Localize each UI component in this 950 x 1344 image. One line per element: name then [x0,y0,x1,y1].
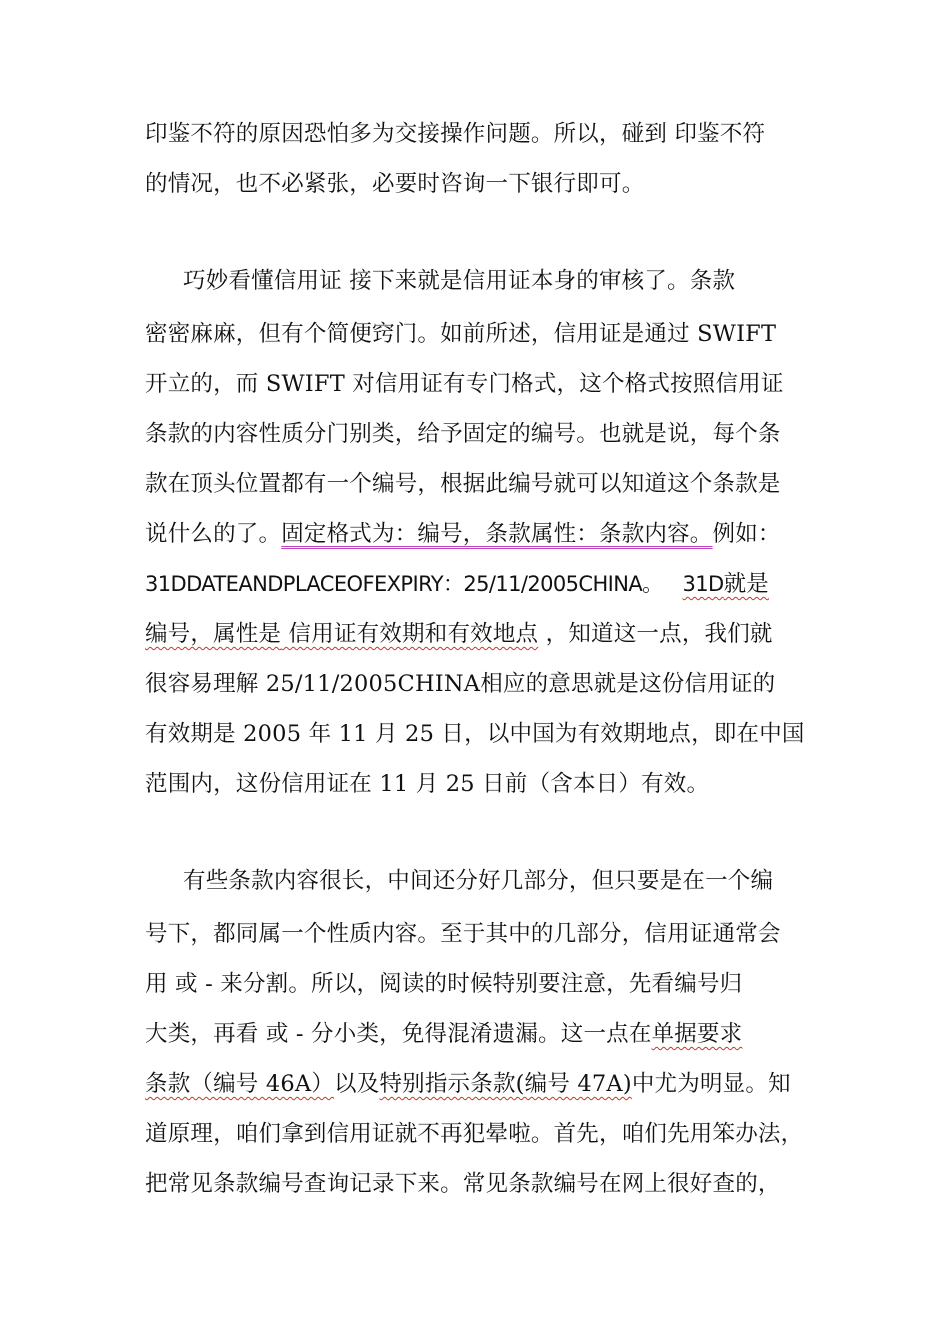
line-8-tail: ，知道这一点，我们就 [538,621,773,647]
paragraph-3-line-7: 把常见条款编号查询记录下来。常见条款编号在网上很好查的， [145,1171,781,1197]
validity-attribute: 信用证有效期和有效地点 [281,621,539,647]
line-8-lead: 编号，属性是 [145,621,282,647]
paragraph-1-line-1: 印鉴不符的原因恐怕多为交接操作问题。所以，碰到 印鉴不符 [145,121,766,147]
paragraph-2-line-10: 有效期是 2005 年 11 月 25 日，以中国为有效期地点，即在中国 [145,721,805,747]
paragraph-2-line-1: 巧妙看懂信用证 接下来就是信用证本身的审核了。条款 [183,268,736,294]
expiry-example: 31DDATEANDPLACEOFEXPIRY：25/11/2005CHINA。 [145,572,663,596]
paragraph-3-line-4 [145,1019,742,1049]
clause-47a: 特别指示条款(编号 47A) [379,1071,632,1097]
paragraph-1-line-2: 的情况，也不必紧张，必要时咨询一下银行即可。 [145,171,645,197]
paragraph-3-line-5 [145,1069,791,1099]
paragraph-2-line-4: 条款的内容性质分门别类，给予固定的编号。也就是说，每个条 [145,421,781,447]
paragraph-2-line-5: 款在顶头位置都有一个编号，根据此编号就可以知道这个条款是 [145,471,781,497]
code-31d: 31D [682,572,724,596]
paragraph-2-line-8 [145,619,773,649]
line-6-tail: 例如： [712,521,781,547]
line-6-lead: 说什么的了。 [145,521,282,547]
paragraph-2-line-6 [145,519,781,549]
paragraph-2-line-3: 开立的，而 SWIFT 对信用证有专门格式，这个格式按照信用证 [145,371,784,397]
paragraph-2-line-9: 很容易理解 25/11/2005CHINA相应的意思就是这份信用证的 [145,671,776,697]
paragraph-3-line-6: 道原理，咱们拿到信用证就不再犯晕啦。首先，咱们先用笨办法， [145,1121,804,1147]
paragraph-2-line-11: 范围内，这份信用证在 11 月 25 日前（含本日）有效。 [145,771,710,797]
document-requirements: 单据要求 [651,1021,743,1047]
line-5-tail: 中尤为明显。知 [631,1071,791,1097]
fixed-format-highlight: 固定格式为：编号，条款属性：条款内容。 [281,521,713,547]
line-7-tail: 就是 [723,571,769,597]
paragraph-2-line-7 [145,569,769,599]
paragraph-2-line-2: 密密麻麻，但有个简便窍门。如前所述，信用证是通过 SWIFT [145,321,777,347]
paragraph-3-line-1: 有些条款内容很长，中间还分好几部分，但只要是在一个编 [183,868,774,894]
paragraph-3-line-3: 用 或 - 来分割。所以，阅读的时候特别要注意，先看编号归 [145,971,743,997]
line-4-lead: 大类，再看 或 - 分小类，免得混淆遗漏。这一点在 [145,1021,652,1047]
clause-46a: 条款（编号 46A） [145,1071,335,1097]
paragraph-3-line-2: 号下，都同属一个性质内容。至于其中的几部分，信用证通常会 [145,921,781,947]
line-5-and: 以及 [334,1071,380,1097]
